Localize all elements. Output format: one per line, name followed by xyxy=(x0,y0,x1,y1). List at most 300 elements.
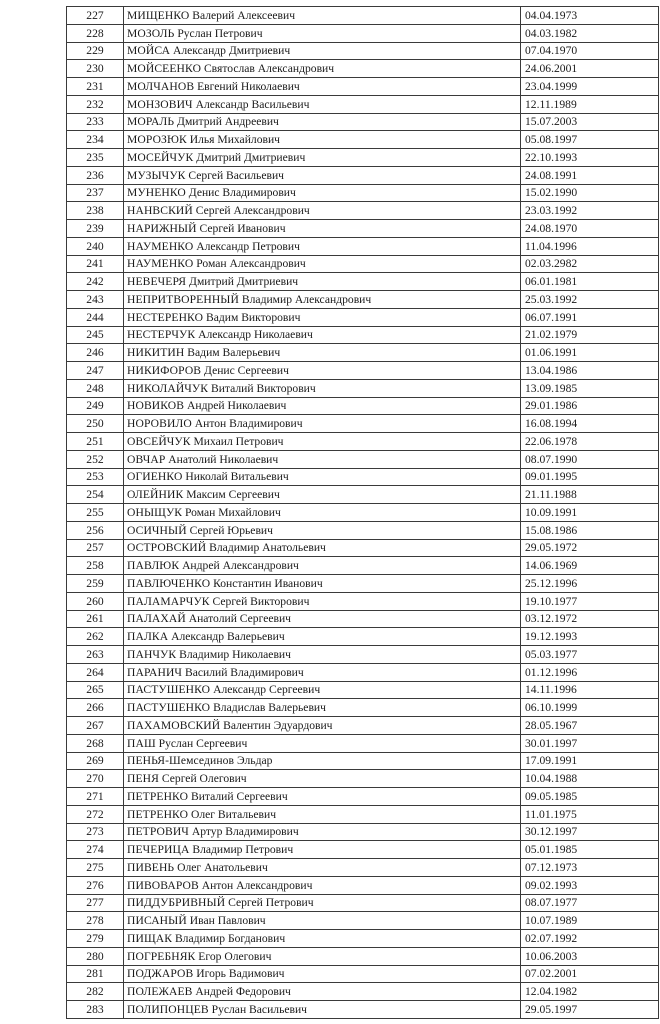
birth-date: 02.07.1992 xyxy=(521,930,659,948)
given-name: Владимир Петрович xyxy=(192,843,294,857)
birth-date: 10.09.1991 xyxy=(521,504,659,522)
full-name-cell xyxy=(124,450,521,468)
given-name: Святослав Александрович xyxy=(203,62,335,76)
full-name-cell xyxy=(124,699,521,717)
row-number: 275 xyxy=(67,859,124,877)
birth-date: 09.01.1995 xyxy=(521,468,659,486)
given-name: Дмитрий Андреевич xyxy=(177,115,279,129)
surname: ПАХАМОВСКИЙ xyxy=(127,718,221,732)
given-name: Анатолий Николаевич xyxy=(168,452,279,466)
given-name: Денис Сергеевич xyxy=(204,363,289,377)
full-name-cell xyxy=(124,983,521,1001)
full-name-cell xyxy=(124,415,521,433)
table-row xyxy=(67,113,659,131)
full-name-cell xyxy=(124,557,521,575)
given-name: Александр Васильевич xyxy=(195,97,310,111)
full-name-cell xyxy=(124,486,521,504)
row-number: 251 xyxy=(67,433,124,451)
given-name: Руслан Сергеевич xyxy=(158,736,248,750)
row-number: 269 xyxy=(67,752,124,770)
given-name: Роман Михайлович xyxy=(185,505,281,519)
surname: НАУМЕНКО xyxy=(127,239,194,253)
row-number: 247 xyxy=(67,362,124,380)
table-row xyxy=(67,663,659,681)
surname: ПОДЖАРОВ xyxy=(127,967,194,981)
birth-date: 14.11.1996 xyxy=(521,681,659,699)
given-name: Александр Валерьевич xyxy=(171,630,285,644)
row-number: 274 xyxy=(67,841,124,859)
row-number: 254 xyxy=(67,486,124,504)
given-name: Олег Витальевич xyxy=(190,807,277,821)
surname: МУНЕНКО xyxy=(127,186,186,200)
surname: ПЕНЬЯ-Шемсединов xyxy=(127,754,235,768)
row-number: 263 xyxy=(67,646,124,664)
row-number: 231 xyxy=(67,78,124,96)
row-number: 232 xyxy=(67,95,124,113)
birth-date: 04.03.1982 xyxy=(521,24,659,42)
table-row xyxy=(67,291,659,309)
table-row xyxy=(67,95,659,113)
table-row xyxy=(67,273,659,291)
birth-date: 13.09.1985 xyxy=(521,379,659,397)
birth-date: 06.07.1991 xyxy=(521,308,659,326)
birth-date: 09.05.1985 xyxy=(521,788,659,806)
full-name-cell xyxy=(124,947,521,965)
given-name: Владислав Валерьевич xyxy=(213,701,326,715)
given-name: Сергей Иванович xyxy=(199,221,286,235)
surname: МУЗЫЧУК xyxy=(127,168,186,182)
given-name: Руслан Петрович xyxy=(177,26,263,40)
full-name-cell xyxy=(124,7,521,25)
given-name: Андрей Николаевич xyxy=(187,399,287,413)
birth-date: 07.02.2001 xyxy=(521,965,659,983)
row-number: 273 xyxy=(67,823,124,841)
row-number: 239 xyxy=(67,220,124,238)
given-name: Александр Дмитриевич xyxy=(173,44,291,58)
birth-date: 10.06.2003 xyxy=(521,947,659,965)
surname: НИКОЛАЙЧУК xyxy=(127,381,209,395)
table-row xyxy=(67,42,659,60)
given-name: Василий Владимирович xyxy=(184,665,304,679)
birth-date: 24.08.1970 xyxy=(521,220,659,238)
surname: ПАЛКА xyxy=(127,630,169,644)
surname: ПИВЕНЬ xyxy=(127,860,175,874)
birth-date: 21.02.1979 xyxy=(521,326,659,344)
roster-table-body xyxy=(67,7,659,1019)
given-name: Дмитрий Дмитриевич xyxy=(189,275,299,289)
surname: МОРАЛЬ xyxy=(127,115,175,129)
birth-date: 05.03.1977 xyxy=(521,646,659,664)
birth-date: 24.08.1991 xyxy=(521,166,659,184)
surname: ПАСТУШЕНКО xyxy=(127,683,211,697)
birth-date: 22.10.1993 xyxy=(521,149,659,167)
birth-date: 21.11.1988 xyxy=(521,486,659,504)
table-row xyxy=(67,237,659,255)
birth-date: 25.03.1992 xyxy=(521,291,659,309)
full-name-cell xyxy=(124,805,521,823)
table-row xyxy=(67,681,659,699)
given-name: Сергей Васильевич xyxy=(188,168,285,182)
given-name: Андрей Федорович xyxy=(195,985,291,999)
table-row xyxy=(67,468,659,486)
row-number: 253 xyxy=(67,468,124,486)
given-name: Иван Павлович xyxy=(189,914,266,928)
row-number: 243 xyxy=(67,291,124,309)
surname: ПИДДУБРИВНЫЙ xyxy=(127,896,226,910)
birth-date: 11.04.1996 xyxy=(521,237,659,255)
full-name-cell xyxy=(124,717,521,735)
birth-date: 06.10.1999 xyxy=(521,699,659,717)
given-name: Игорь Вадимович xyxy=(196,967,285,981)
surname: НОРОВИЛО xyxy=(127,417,192,431)
given-name: Илья Михайлович xyxy=(189,133,280,147)
row-number: 228 xyxy=(67,24,124,42)
row-number: 238 xyxy=(67,202,124,220)
full-name-cell xyxy=(124,237,521,255)
table-row xyxy=(67,308,659,326)
full-name-cell xyxy=(124,770,521,788)
full-name-cell xyxy=(124,788,521,806)
row-number: 257 xyxy=(67,539,124,557)
full-name-cell xyxy=(124,1001,521,1019)
birth-date: 07.12.1973 xyxy=(521,859,659,877)
surname: НИКИФОРОВ xyxy=(127,363,202,377)
full-name-cell xyxy=(124,912,521,930)
row-number: 276 xyxy=(67,876,124,894)
table-row xyxy=(67,379,659,397)
surname: ПАЛАМАРЧУК xyxy=(127,594,210,608)
full-name-cell xyxy=(124,184,521,202)
table-row xyxy=(67,521,659,539)
surname: ОГИЕНКО xyxy=(127,470,183,484)
table-row xyxy=(67,734,659,752)
surname: ПАНЧУК xyxy=(127,647,177,661)
table-row xyxy=(67,486,659,504)
birth-date: 11.01.1975 xyxy=(521,805,659,823)
birth-date: 12.11.1989 xyxy=(521,95,659,113)
birth-date: 29.05.1972 xyxy=(521,539,659,557)
given-name: Антон Владимирович xyxy=(194,417,303,431)
given-name: Руслан Васильевич xyxy=(211,1002,308,1016)
row-number: 270 xyxy=(67,770,124,788)
birth-date: 16.08.1994 xyxy=(521,415,659,433)
row-number: 256 xyxy=(67,521,124,539)
table-row xyxy=(67,788,659,806)
surname: НЕПРИТВОРЕННЫЙ xyxy=(127,292,239,306)
table-row xyxy=(67,7,659,25)
birth-date: 04.04.1973 xyxy=(521,7,659,25)
birth-date: 19.10.1977 xyxy=(521,592,659,610)
given-name: Александр Сергеевич xyxy=(213,683,321,697)
full-name-cell xyxy=(124,734,521,752)
birth-date: 14.06.1969 xyxy=(521,557,659,575)
full-name-cell xyxy=(124,166,521,184)
full-name-cell xyxy=(124,131,521,149)
surname: НЕВЕЧЕРЯ xyxy=(127,275,187,289)
full-name-cell xyxy=(124,894,521,912)
given-name: Александр Петрович xyxy=(196,239,300,253)
row-number: 255 xyxy=(67,504,124,522)
surname: МОСЕЙЧУК xyxy=(127,150,194,164)
birth-date: 08.07.1990 xyxy=(521,450,659,468)
surname: ОНЫЩУК xyxy=(127,505,183,519)
table-row xyxy=(67,450,659,468)
given-name: Олег Анатольевич xyxy=(177,860,268,874)
table-row xyxy=(67,770,659,788)
row-number: 236 xyxy=(67,166,124,184)
row-number: 227 xyxy=(67,7,124,25)
table-row xyxy=(67,220,659,238)
full-name-cell xyxy=(124,397,521,415)
surname: ОЛЕЙНИК xyxy=(127,488,184,502)
table-row xyxy=(67,947,659,965)
table-row xyxy=(67,841,659,859)
birth-date: 07.04.1970 xyxy=(521,42,659,60)
row-number: 271 xyxy=(67,788,124,806)
surname: ПОЛЕЖАЕВ xyxy=(127,985,193,999)
table-row xyxy=(67,1001,659,1019)
table-row xyxy=(67,326,659,344)
table-row xyxy=(67,965,659,983)
full-name-cell xyxy=(124,379,521,397)
full-name-cell xyxy=(124,326,521,344)
surname: МОЙСЕЕНКО xyxy=(127,62,202,76)
row-number: 242 xyxy=(67,273,124,291)
surname: ПОЛИПОНЦЕВ xyxy=(127,1002,209,1016)
surname: НЕСТЕРЕНКО xyxy=(127,310,204,324)
row-number: 279 xyxy=(67,930,124,948)
given-name: Максим Сергеевич xyxy=(186,488,280,502)
row-number: 272 xyxy=(67,805,124,823)
table-row xyxy=(67,344,659,362)
table-row xyxy=(67,184,659,202)
full-name-cell xyxy=(124,433,521,451)
full-name-cell xyxy=(124,521,521,539)
surname: ПАРАНИЧ xyxy=(127,665,183,679)
given-name: Константин Иванович xyxy=(213,576,323,590)
surname: ПАСТУШЕНКО xyxy=(127,701,211,715)
given-name: Виталий Сергеевич xyxy=(190,789,288,803)
row-number: 240 xyxy=(67,237,124,255)
surname: ПЕТРЕНКО xyxy=(127,789,189,803)
full-name-cell xyxy=(124,859,521,877)
full-name-cell xyxy=(124,291,521,309)
birth-date: 23.04.1999 xyxy=(521,78,659,96)
birth-date: 01.12.1996 xyxy=(521,663,659,681)
birth-date: 23.03.1992 xyxy=(521,202,659,220)
full-name-cell xyxy=(124,78,521,96)
birth-date: 03.12.1972 xyxy=(521,610,659,628)
surname: ОСТРОВСКИЙ xyxy=(127,541,207,555)
surname: НАНВСКИЙ xyxy=(127,204,193,218)
full-name-cell xyxy=(124,308,521,326)
surname: ПЕТРЕНКО xyxy=(127,807,189,821)
row-number: 267 xyxy=(67,717,124,735)
given-name: Андрей Александрович xyxy=(182,559,299,573)
row-number: 244 xyxy=(67,308,124,326)
row-number: 246 xyxy=(67,344,124,362)
table-row xyxy=(67,983,659,1001)
row-number: 260 xyxy=(67,592,124,610)
given-name: Владимир Николаевич xyxy=(179,647,291,661)
given-name: Антон Александрович xyxy=(201,878,313,892)
table-row xyxy=(67,912,659,930)
surname: МОЛЧАНОВ xyxy=(127,79,195,93)
full-name-cell xyxy=(124,95,521,113)
row-number: 249 xyxy=(67,397,124,415)
row-number: 261 xyxy=(67,610,124,628)
birth-date: 29.01.1986 xyxy=(521,397,659,415)
row-number: 258 xyxy=(67,557,124,575)
birth-date: 15.02.1990 xyxy=(521,184,659,202)
table-row xyxy=(67,539,659,557)
row-number: 268 xyxy=(67,734,124,752)
surname: ОСИЧНЫЙ xyxy=(127,523,187,537)
full-name-cell xyxy=(124,504,521,522)
surname: ПИСАНЫЙ xyxy=(127,914,187,928)
table-row xyxy=(67,504,659,522)
birth-date: 30.12.1997 xyxy=(521,823,659,841)
surname: НОВИКОВ xyxy=(127,399,185,413)
row-number: 283 xyxy=(67,1001,124,1019)
full-name-cell xyxy=(124,42,521,60)
given-name: Сергей Юрьевич xyxy=(189,523,273,537)
surname: ПАШ xyxy=(127,736,156,750)
table-row xyxy=(67,646,659,664)
table-row xyxy=(67,699,659,717)
table-row xyxy=(67,557,659,575)
surname: ПАВЛЮЧЕНКО xyxy=(127,576,211,590)
given-name: Николай Витальевич xyxy=(185,470,289,484)
full-name-cell xyxy=(124,965,521,983)
surname: МОЗОЛЬ xyxy=(127,26,175,40)
birth-date: 24.06.2001 xyxy=(521,60,659,78)
birth-date: 30.01.1997 xyxy=(521,734,659,752)
surname: ПЕТРОВИЧ xyxy=(127,825,189,839)
table-row xyxy=(67,592,659,610)
table-row xyxy=(67,166,659,184)
surname: ОВСЕЙЧУК xyxy=(127,434,191,448)
row-number: 229 xyxy=(67,42,124,60)
full-name-cell xyxy=(124,60,521,78)
table-row xyxy=(67,415,659,433)
birth-date: 08.07.1977 xyxy=(521,894,659,912)
surname: ПИВОВАРОВ xyxy=(127,878,199,892)
full-name-cell xyxy=(124,149,521,167)
row-number: 262 xyxy=(67,628,124,646)
birth-date: 10.07.1989 xyxy=(521,912,659,930)
given-name: Эльдар xyxy=(237,754,273,768)
surname: МОЙСА xyxy=(127,44,171,58)
surname: МИЩЕНКО xyxy=(127,8,190,22)
given-name: Денис Владимирович xyxy=(188,186,296,200)
surname: ПАЛАХАЙ xyxy=(127,612,186,626)
table-row xyxy=(67,805,659,823)
roster-table xyxy=(66,6,659,1019)
surname: НАУМЕНКО xyxy=(127,257,194,271)
row-number: 280 xyxy=(67,947,124,965)
given-name: Артур Владимирович xyxy=(191,825,299,839)
table-row xyxy=(67,78,659,96)
given-name: Валерий Алексеевич xyxy=(192,8,296,22)
given-name: Вадим Валерьевич xyxy=(187,346,281,360)
given-name: Анатолий Сергеевич xyxy=(188,612,292,626)
given-name: Виталий Викторович xyxy=(210,381,316,395)
row-number: 281 xyxy=(67,965,124,983)
given-name: Сергей Петрович xyxy=(228,896,314,910)
surname: НИКИТИН xyxy=(127,346,185,360)
full-name-cell xyxy=(124,468,521,486)
birth-date: 06.01.1981 xyxy=(521,273,659,291)
row-number: 252 xyxy=(67,450,124,468)
given-name: Сергей Александрович xyxy=(195,204,310,218)
row-number: 245 xyxy=(67,326,124,344)
given-name: Евгений Николаевич xyxy=(197,79,300,93)
table-row xyxy=(67,202,659,220)
full-name-cell xyxy=(124,823,521,841)
given-name: Егор Олегович xyxy=(198,949,272,963)
birth-date: 02.03.2982 xyxy=(521,255,659,273)
birth-date: 09.02.1993 xyxy=(521,876,659,894)
birth-date: 17.09.1991 xyxy=(521,752,659,770)
given-name: Владимир Александрович xyxy=(241,292,372,306)
birth-date: 28.05.1967 xyxy=(521,717,659,735)
surname: НАРИЖНЫЙ xyxy=(127,221,197,235)
table-row xyxy=(67,433,659,451)
table-row xyxy=(67,628,659,646)
table-row xyxy=(67,894,659,912)
table-row xyxy=(67,610,659,628)
row-number: 259 xyxy=(67,575,124,593)
full-name-cell xyxy=(124,255,521,273)
surname: МОРОЗЮК xyxy=(127,133,187,147)
given-name: Михаил Петрович xyxy=(193,434,284,448)
surname: ПЕЧЕРИЦА xyxy=(127,843,190,857)
birth-date: 05.08.1997 xyxy=(521,131,659,149)
row-number: 230 xyxy=(67,60,124,78)
full-name-cell xyxy=(124,344,521,362)
given-name: Владимир Богданович xyxy=(174,931,286,945)
birth-date: 25.12.1996 xyxy=(521,575,659,593)
table-row xyxy=(67,876,659,894)
full-name-cell xyxy=(124,220,521,238)
full-name-cell xyxy=(124,646,521,664)
full-name-cell xyxy=(124,610,521,628)
row-number: 234 xyxy=(67,131,124,149)
full-name-cell xyxy=(124,575,521,593)
full-name-cell xyxy=(124,681,521,699)
table-row xyxy=(67,930,659,948)
full-name-cell xyxy=(124,592,521,610)
birth-date: 22.06.1978 xyxy=(521,433,659,451)
surname: ОВЧАР xyxy=(127,452,166,466)
row-number: 278 xyxy=(67,912,124,930)
full-name-cell xyxy=(124,113,521,131)
full-name-cell xyxy=(124,539,521,557)
row-number: 241 xyxy=(67,255,124,273)
given-name: Сергей Олегович xyxy=(161,772,247,786)
table-row xyxy=(67,575,659,593)
surname: ПИЩАК xyxy=(127,931,173,945)
birth-date: 15.08.1986 xyxy=(521,521,659,539)
row-number: 266 xyxy=(67,699,124,717)
given-name: Валентин Эдуардович xyxy=(223,718,333,732)
row-number: 237 xyxy=(67,184,124,202)
birth-date: 13.04.1986 xyxy=(521,362,659,380)
full-name-cell xyxy=(124,273,521,291)
full-name-cell xyxy=(124,876,521,894)
given-name: Владимир Анатольевич xyxy=(209,541,326,555)
